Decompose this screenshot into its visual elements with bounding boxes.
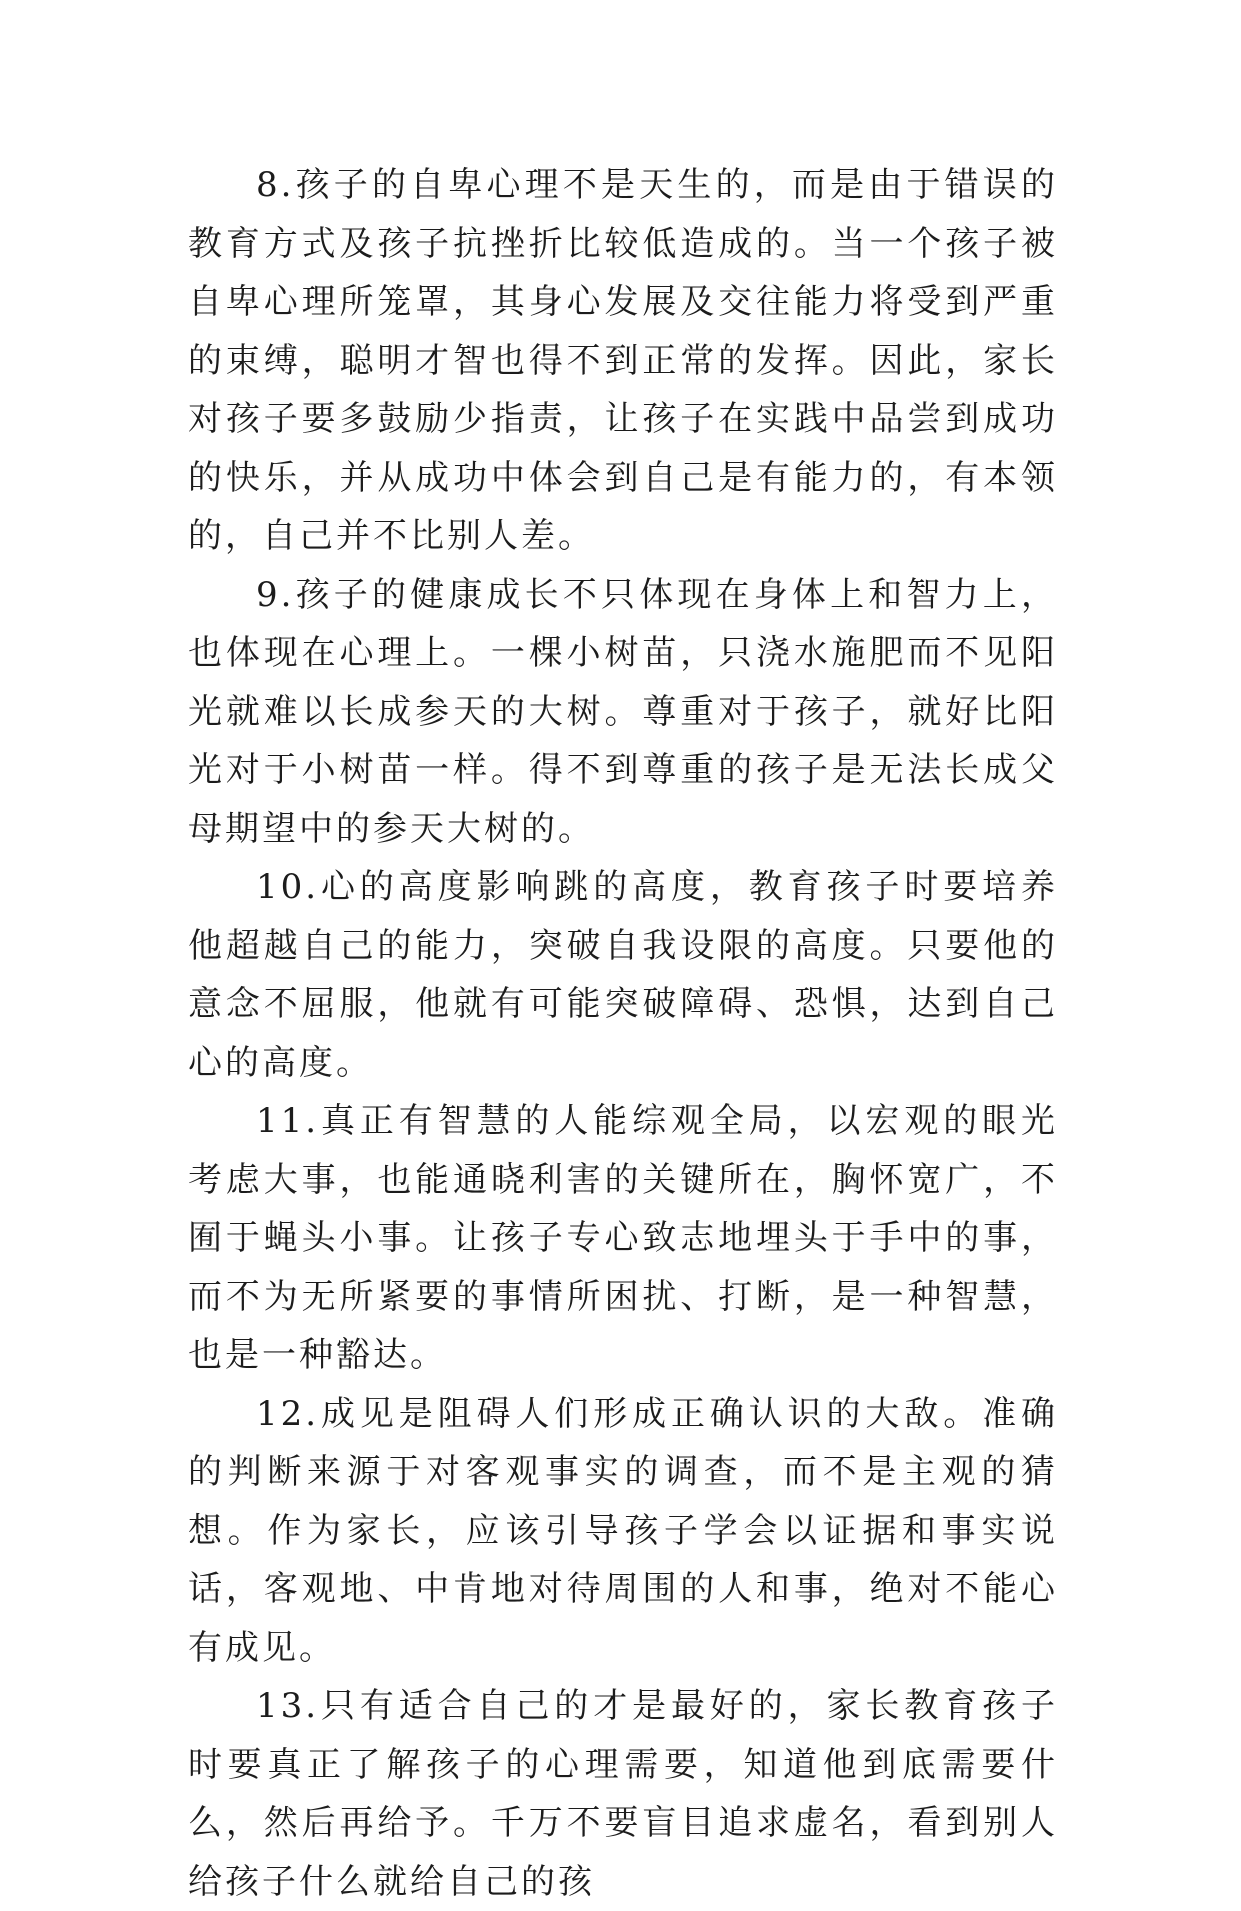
paragraph-8: 8.孩子的自卑心理不是天生的，而是由于错误的教育方式及孩子抗挫折比较低造成的。当一个孩子被自卑心理所笼罩，其身心发展及交往能力将受到严重的束缚，聪明才智也得不到正常的发挥。因此，家长对孩子要多鼓励少指责，让孩子在实践中品尝到成功的快乐，并从成功中体会到自己是有能力的，有本领的，自己并不比别人差。 bbox=[188, 165, 1058, 556]
paragraph-11: 11.真正有智慧的人能综观全局，以宏观的眼光考虑大事，也能通晓利害的关键所在，胸怀宽广，不囿于蝇头小事。让孩子专心致志地埋头于手中的事，而不为无所紧要的事情所困扰、打断，是一种智慧，也是一种豁达。 bbox=[188, 1101, 1058, 1375]
document-body bbox=[188, 156, 1058, 1911]
paragraph-12: 12.成见是阻碍人们形成正确认识的大敌。准确的判断来源于对客观事实的调查，而不是主观的猜想。作为家长，应该引导孩子学会以证据和事实说话，客观地、中肯地对待周围的人和事，绝对不能心有成见。 bbox=[188, 1393, 1058, 1668]
paragraph-13: 13.只有适合自己的才是最好的，家长教育孩子时要真正了解孩子的心理需要，知道他到底需要什么，然后再给予。千万不要盲目追求虚名，看到别人给孩子什么就给自己的孩 bbox=[188, 1686, 1058, 1902]
paragraph-10: 10.心的高度影响跳的高度，教育孩子时要培养他超越自己的能力，突破自我设限的高度。只要他的意念不屈服，他就有可能突破障碍、恐惧，达到自己心的高度。 bbox=[188, 867, 1058, 1083]
paragraph-9: 9.孩子的健康成长不只体现在身体上和智力上，也体现在心理上。一棵小树苗，只浇水施肥而不见阳光就难以长成参天的大树。尊重对于孩子，就好比阳光对于小树苗一样。得不到尊重的孩子是无法长成父母期望中的参天大树的。 bbox=[188, 574, 1058, 849]
